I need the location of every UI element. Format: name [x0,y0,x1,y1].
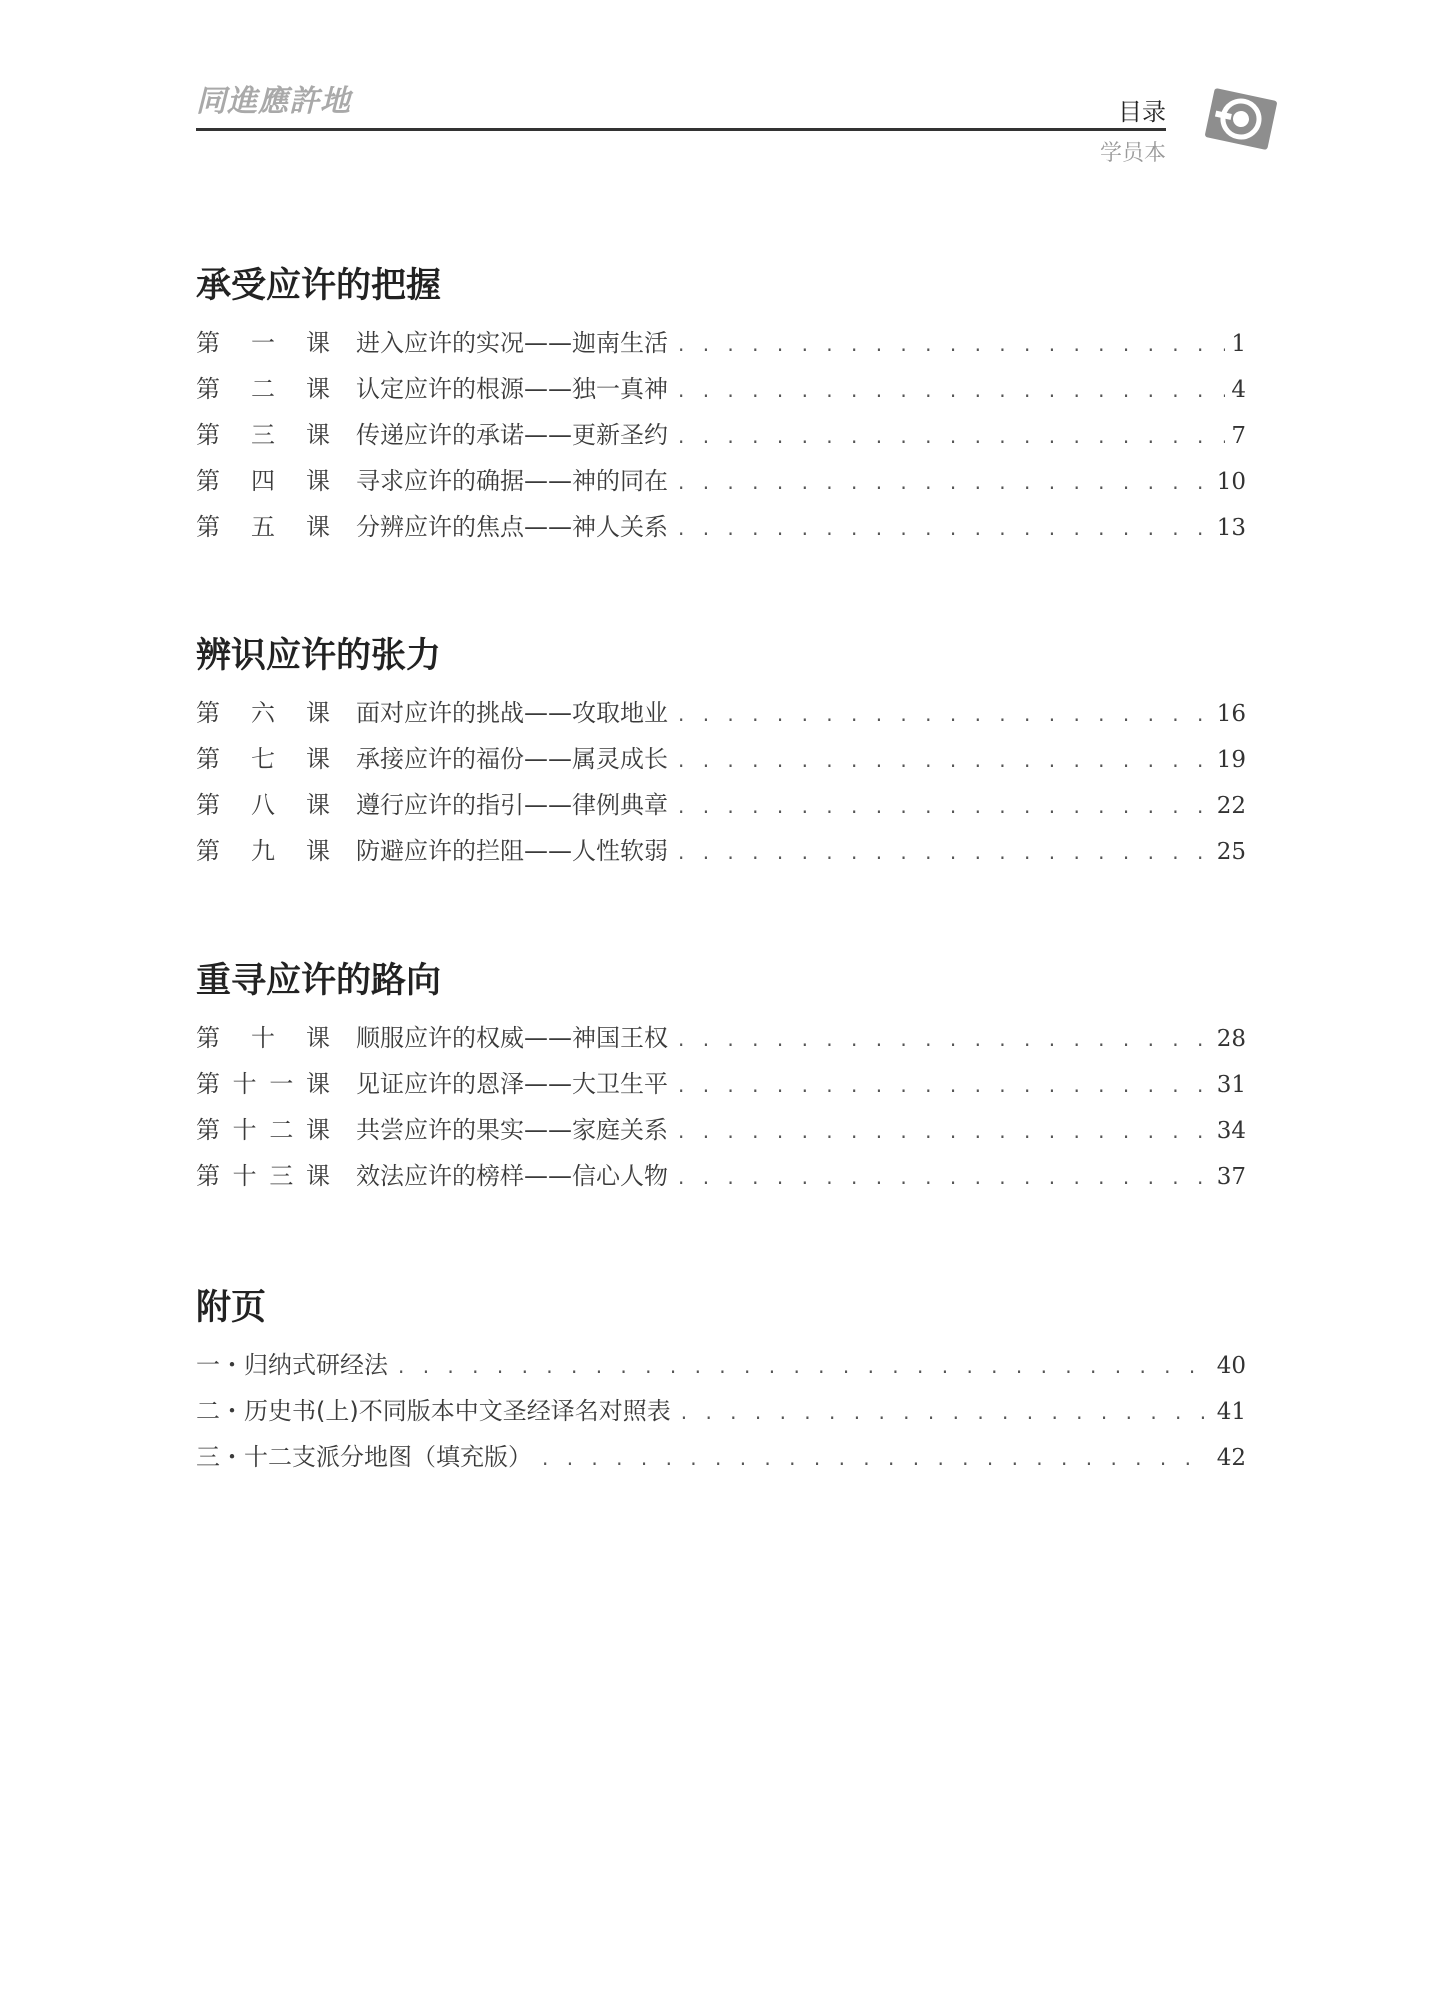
lesson-number-char: 二 [251,375,275,403]
page-number: 41 [1216,1399,1246,1425]
lesson-number-char: 第 [196,791,220,819]
toc-entry[interactable] [196,1434,1246,1480]
lesson-number [196,1015,356,1061]
toc-entry[interactable] [196,458,1246,504]
lesson-number-char: 第 [196,699,220,727]
circle-emblem-icon [1201,86,1281,152]
toc-entry[interactable] [196,782,1246,828]
lesson-number-char: 十 [232,1070,257,1098]
lesson-number-char: 第 [196,421,220,449]
toc-entry[interactable] [196,828,1246,874]
lesson-number [196,504,356,550]
brand-logo-text: 同進應許地 [196,84,351,119]
lesson-number-char: 九 [251,837,275,865]
page-number: 42 [1216,1445,1246,1471]
toc-section [196,628,1246,874]
entry-title: 进入应许的实况——迦南生活 [356,329,668,357]
header-subtitle: 学员本 [1099,141,1166,166]
entry-title: 认定应许的根源——独一真神 [356,375,668,403]
lesson-number [196,736,356,782]
lesson-number [196,782,356,828]
lesson-number-char: 课 [306,421,330,449]
toc-entry-list [196,1015,1246,1199]
toc-section [196,953,1246,1199]
lesson-number-char: 课 [305,1162,330,1190]
entry-title: 传递应许的承诺——更新圣约 [356,421,668,449]
dot-leader [678,829,1211,875]
lesson-number-char: 课 [306,745,330,773]
section-title: 附页 [196,1288,267,1328]
section-title: 重寻应许的路向 [196,961,442,1001]
lesson-number [196,828,356,874]
lesson-number-char: 第 [196,745,220,773]
lesson-number-char: 课 [305,1116,330,1144]
entry-title: 寻求应许的确据——神的同在 [356,467,668,495]
toc-entry[interactable] [196,320,1246,366]
toc-entry[interactable] [196,1061,1246,1107]
toc-entry[interactable] [196,736,1246,782]
entry-title: 三・十二支派分地图（填充版） [196,1443,532,1471]
lesson-number [196,690,356,736]
lesson-number-char: 第 [196,329,220,357]
page-number: 10 [1216,469,1246,495]
toc-entry[interactable] [196,1015,1246,1061]
page-number: 16 [1216,701,1246,727]
toc-entry[interactable] [196,690,1246,736]
dot-leader [542,1435,1211,1481]
toc-entry-list [196,690,1246,874]
lesson-number-char: 三 [251,421,275,449]
lesson-number-char: 课 [306,791,330,819]
lesson-number-char: 课 [306,329,330,357]
entry-title: 防避应许的拦阻——人性软弱 [356,837,668,865]
lesson-number-char: 第 [196,1116,220,1144]
toc-entry[interactable] [196,412,1246,458]
lesson-number [196,320,356,366]
header-title: 目录 [1118,98,1166,126]
lesson-number-char: 一 [251,329,275,357]
lesson-number-char: 一 [269,1070,294,1098]
entry-title: 二・历史书(上)不同版本中文圣经译名对照表 [196,1397,671,1425]
lesson-number-char: 七 [251,745,275,773]
lesson-number-char: 第 [196,467,220,495]
page-number: 13 [1216,515,1246,541]
toc-section [196,258,1246,550]
page-number: 25 [1216,839,1246,865]
section-title: 承受应许的把握 [196,266,442,306]
entry-title: 遵行应许的指引——律例典章 [356,791,668,819]
entry-title: 共尝应许的果实——家庭关系 [356,1116,668,1144]
lesson-number-char: 十 [251,1024,275,1052]
lesson-number-char: 六 [251,699,275,727]
dot-leader [398,1343,1211,1389]
entry-title: 顺服应许的权威——神国王权 [356,1024,668,1052]
lesson-number-char: 第 [196,1162,220,1190]
lesson-number-char: 二 [269,1116,294,1144]
lesson-number-char: 第 [196,837,220,865]
toc-entry[interactable] [196,366,1246,412]
section-title: 辨识应许的张力 [196,636,442,676]
lesson-number-char: 五 [251,513,275,541]
entry-title: 见证应许的恩泽——大卫生平 [356,1070,668,1098]
lesson-number-char: 课 [306,699,330,727]
lesson-number-char: 课 [306,1024,330,1052]
dot-leader [678,413,1225,459]
lesson-number [196,1061,356,1107]
entry-title: 面对应许的挑战——攻取地业 [356,699,668,727]
lesson-number-char: 课 [306,837,330,865]
lesson-number-char: 第 [196,1024,220,1052]
lesson-number-char: 课 [306,467,330,495]
entry-title: 一・归纳式研经法 [196,1351,388,1379]
page-number: 40 [1216,1353,1246,1379]
lesson-number-char: 第 [196,375,220,403]
toc-entry[interactable] [196,1107,1246,1153]
dot-leader [678,1016,1211,1062]
toc-entry[interactable] [196,1342,1246,1388]
page-number: 28 [1216,1026,1246,1052]
lesson-number-char: 第 [196,513,220,541]
header-divider [196,128,1166,131]
dot-leader [678,691,1211,737]
toc-entry-list [196,320,1246,550]
dot-leader [678,459,1211,505]
lesson-number-char: 课 [306,513,330,541]
lesson-number [196,1153,356,1199]
toc-entry[interactable] [196,1153,1246,1199]
dot-leader [678,1108,1211,1154]
page-number: 1 [1231,331,1246,357]
lesson-number-char: 十 [232,1116,257,1144]
dot-leader [678,783,1211,829]
lesson-number-char: 八 [251,791,275,819]
page-number: 34 [1216,1118,1246,1144]
page-header [196,62,1281,182]
toc-entry-list [196,1342,1246,1480]
page-number: 37 [1216,1164,1246,1190]
page-number: 22 [1216,793,1246,819]
toc-entry[interactable] [196,504,1246,550]
toc-entry[interactable] [196,1388,1246,1434]
lesson-number [196,458,356,504]
lesson-number-char: 四 [251,467,275,495]
dot-leader [678,505,1211,551]
entry-title: 承接应许的福份——属灵成长 [356,745,668,773]
lesson-number-char: 十 [232,1162,257,1190]
page-number: 4 [1231,377,1246,403]
entry-title: 效法应许的榜样——信心人物 [356,1162,668,1190]
dot-leader [678,1154,1211,1200]
lesson-number-char: 课 [306,375,330,403]
lesson-number [196,412,356,458]
dot-leader [678,737,1211,783]
lesson-number-char: 第 [196,1070,220,1098]
dot-leader [678,1062,1211,1108]
dot-leader [678,321,1225,367]
page-number: 31 [1216,1072,1246,1098]
dot-leader [678,367,1225,413]
dot-leader [681,1389,1211,1435]
lesson-number [196,1107,356,1153]
lesson-number [196,366,356,412]
page-number: 7 [1231,423,1246,449]
lesson-number-char: 三 [269,1162,294,1190]
page-number: 19 [1216,747,1246,773]
lesson-number-char: 课 [305,1070,330,1098]
entry-title: 分辨应许的焦点——神人关系 [356,513,668,541]
toc-section [196,1280,1246,1480]
